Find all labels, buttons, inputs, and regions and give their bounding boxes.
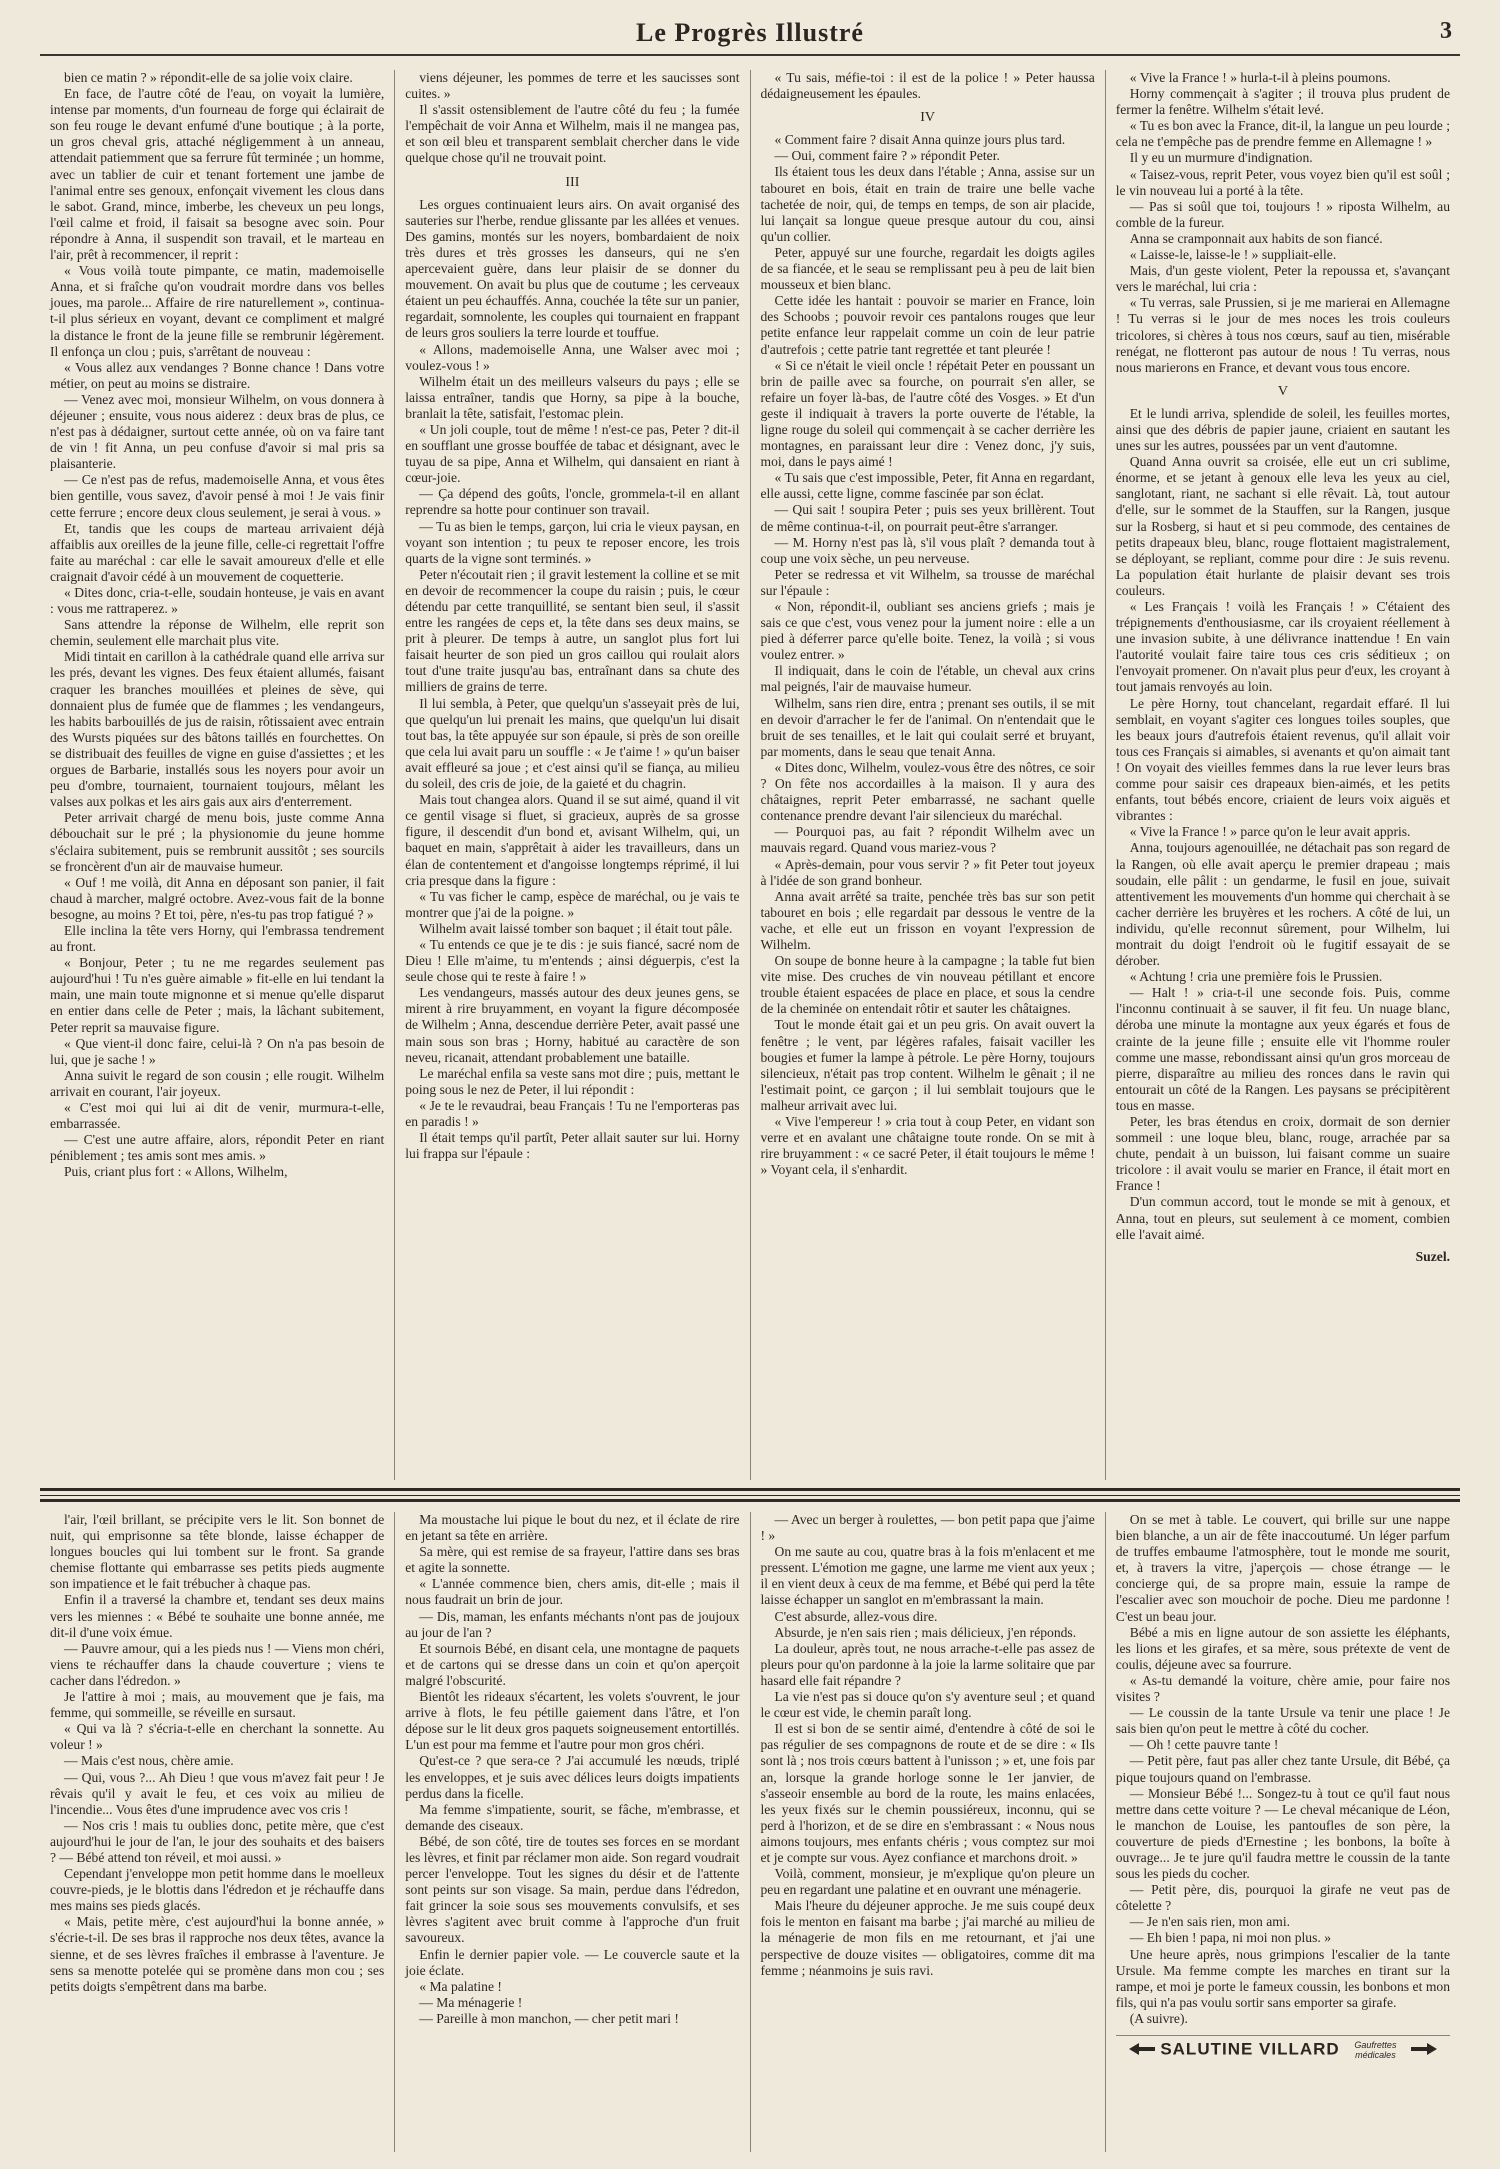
section-heading: III: [565, 174, 580, 190]
paragraph: Peter n'écoutait rien ; il gravit lestement la colline et se mit en devoir de recommencer la coupe du raisin ; puis, le cœur détendu par cette tranquillité, se sentant bien seul, il s'assit entre les rangées de ceps et, la tête dans ses deux mains, se prit à pleurer. De temps à autre, un sanglot plus fort lui faisait heurter de son pied un gros caillou qui roulait alors tout d'une traite jusqu'au bas, entraînant dans sa chute des milliers de grains de terre.: [405, 566, 740, 695]
bottom-column-4: [1105, 1512, 1460, 2152]
paragraph: Et sournois Bébé, en disant cela, une montagne de paquets et de cartons qui se dresse dans un coin et qu'on aperçoit malgré l'obscurité.: [405, 1640, 740, 1688]
paragraph: Ma femme s'impatiente, sourit, se fâche, m'embrasse, et demande des ciseaux.: [405, 1801, 740, 1833]
paragraph: Il indiquait, dans le coin de l'étable, un cheval aux crins mal peignés, l'air de mauvaise humeur.: [760, 663, 1095, 695]
paragraph: Cependant j'enveloppe mon petit homme dans le moelleux couvre-pieds, je le blottis dans l'édredon et je réchauffe dans mes mains ses pieds glacés.: [50, 1866, 385, 1914]
paragraph: « Ouf ! me voilà, dit Anna en déposant son panier, il fait chaud à marcher, malgré octobre. Avez-vous fait de la bonne besogne, au moins ? Et toi, père, n'es-tu pas trop fatigué ? »: [50, 874, 385, 922]
paragraph: Anna se cramponnait aux habits de son fiancé.: [1129, 230, 1383, 246]
paragraph: viens déjeuner, les pommes de terre et les saucisses sont cuites. »: [405, 70, 740, 102]
paragraph: « Tu verras, sale Prussien, si je me marierai en Allemagne ! Tu verras si le jour de mes noces les trois couleurs tricolores, si chères à tous nos cœurs, sauf au tien, misérable renégat, ne flotteront pas autour de nous ! Tu verras, nous nous marierons en France, et devant vous tous encore.: [1115, 295, 1450, 375]
paragraph: Midi tintait en carillon à la cathédrale quand elle arriva sur les prés, devant les vignes. Des feux étaient allumés, faisant craquer les branches mouillées et pleines de sève, qui donnaient plus de fumée que de flammes ; les vendangeurs, les habits barbouillés de jus de raisin, rôtissaient avec entrain des Wursts piquées sur des bâtons taillés en fourchettes. On se distribuait des feuilles de vigne en guise d'assiettes ; et les orgues de Barbarie, installés sous les noyers pour avoir un peu d'ombre, tournaient, tournaient toujours, mêlant les valses aux polkas et les airs gais aux airs d'enterrement.: [50, 649, 385, 810]
paragraph: « Taisez-vous, reprit Peter, vous voyez bien qu'il est soûl ; le vin nouveau lui a porté à la tête.: [1115, 166, 1450, 198]
paragraph: Il lui sembla, à Peter, que quelqu'un s'asseyait près de lui, que quelqu'un lui prenait les mains, que quelqu'un lui disait tout bas, la tête appuyée sur son épaule, si près de son oreille que cela lui avait paru un souffle : « Je t'aime ! » qu'un baiser avait effleuré sa joue ; et c'est ainsi qu'il se fiança, au milieu du soleil, des cris de joie, de la gaieté et du chagrin.: [405, 695, 740, 792]
paragraph: — Mais c'est nous, chère amie.: [64, 1753, 234, 1769]
paragraph: Peter, appuyé sur une fourche, regardait les doigts agiles de sa fiancée, et le seau se remplissant peu à peu de lait bien mousseux et bien blanc.: [760, 244, 1095, 293]
paragraph: « Vive l'empereur ! » cria tout à coup Peter, en vidant son verre et en avalant une châtaigne toute ronde. On se mit à rire bruyamment : « ce sacré Peter, il était toujours le même ! » Voyant cela, il s'enhardit.: [760, 1114, 1095, 1178]
section-heading: IV: [920, 110, 936, 126]
paragraph: Ma moustache lui pique le bout du nez, et il éclate de rire en jetant sa tête en arrière.: [405, 1512, 740, 1544]
paragraph: — Ce n'est pas de refus, mademoiselle Anna, et vous êtes bien gentille, vous savez, d'avoir pensé à moi ! Je vais finir cette ferrure ; encore deux clous seulement, je serai à vous. »: [50, 472, 385, 520]
paragraph: Peter, les bras étendus en croix, dormait de son dernier sommeil : une loque bleu, blanc, rouge, arrachée par sa chute, pendait à un buisson, lui faisant comme un suaire tricolore : il avait voulu se marier en France, il était mort en France !: [1115, 1114, 1450, 1194]
paragraph: « Les Français ! voilà les Français ! » C'étaient des trépignements d'enthousiasme, car ils croyaient réellement à une invasion subite, à une délivrance inattendue ! En vain l'autorité voulait faire taire tous ces cris séditieux ; on l'envoyait promener. On n'avait plus peur d'eux, les croyant à tout jamais renvoyés au loin.: [1115, 599, 1450, 695]
masthead: [40, 14, 1460, 56]
paragraph: Je l'attire à moi ; mais, au mouvement que je fais, ma femme, qui sommeille, se réveille en sursaut.: [50, 1689, 385, 1721]
paragraph: Les vendangeurs, massés autour des deux jeunes gens, se mirent à rire bruyamment, en voyant la figure décomposée de Wilhelm ; Anna, descendue derrière Peter, avait passé une main sous son bras ; Horny, habitué au caractère de son neveu, ricanait, attendant probablement une bataille.: [405, 985, 740, 1065]
paragraph: « Tu entends ce que je te dis : je suis fiancé, sacré nom de Dieu ! Elle m'aime, tu m'entends ; ainsi déguerpis, c'est la seule chose qui te reste à faire ! »: [405, 936, 740, 985]
arrow-right-icon: [1411, 2042, 1437, 2058]
paragraph: « Qui va là ? s'écria-t-elle en cherchant la sonnette. Au voleur ! »: [50, 1721, 385, 1753]
paragraph: (A suivre).: [1129, 2010, 1188, 2026]
paragraph: Tout le monde était gai et un peu gris. On avait ouvert la fenêtre ; le vent, par légères rafales, faisait vaciller les bougies et fumer la lampe à pétrole. Le père Horny, toujours silencieux, n'était pas trop content. Wilhelm le gênait ; il ne l'estimait point, ce garçon ; il lui semblait toujours que le malheur arrivait avec lui.: [760, 1017, 1095, 1113]
paragraph: La vie n'est pas si douce qu'on s'y aventure seul ; et quand le cœur est vide, le chemin paraît long.: [760, 1689, 1095, 1721]
paragraph: Quand Anna ouvrit sa croisée, elle eut un cri sublime, énorme, et se jetant à genoux elle leva les yeux au ciel, sanglotant, riant, ne sachant si elle rêvait. Là, tout autour d'elle, sur le sommet de la Stauffen, sur la Rangen, jusque sur la Rosberg, si haut et si peu commode, des centaines de petits drapeaux bleu, blanc, rouge flottaient magistralement, se déployant, se repliant, comme pour dire : Je suis revenu. La population était hurlante de plaisir devant ses trois couleurs.: [1115, 454, 1450, 598]
paragraph: La douleur, après tout, ne nous arrache-t-elle pas assez de pleurs pour qu'on pardonne à la joie la larme solitaire que par hasard elle fait répandre ?: [760, 1640, 1095, 1688]
paragraph: Bébé a mis en ligne autour de son assiette les éléphants, les lions et les girafes, et sa mère, sous prétexte de vent de coulis, déjeune avec sa fourrure.: [1115, 1624, 1450, 1672]
paragraph: — Petit père, dis, pourquoi la girafe ne veut pas de côtelette ?: [1115, 1882, 1450, 1914]
paragraph: « Mais, petite mère, c'est aujourd'hui la bonne année, » s'écrie-t-il. De ses bras il rapproche nos deux têtes, avance la sienne, et de ses lèvres fraîches il embrasse à l'aventure. Je sens sa menotte potelée qui se promène dans mon cou ; ses petits doigts s'empêtrent dans ma barbe.: [50, 1914, 385, 1994]
paragraph: Mais tout changea alors. Quand il se sut aimé, quand il vit ce gentil visage si fluet, si gracieux, auprès de sa grosse figure, il descendit d'un bond et, avisant Wilhelm, qui, un baquet en main, s'apprêtait à aider les travailleurs, dans un élan de contentement et d'angoisse longtemps réprimé, il lui cria presque dans la figure :: [405, 792, 740, 888]
paragraph: — Dis, maman, les enfants méchants n'ont pas de joujoux au jour de l'an ?: [405, 1608, 740, 1640]
paragraph: — Ça dépend des goûts, l'oncle, grommela-t-il en allant reprendre sa hotte pour continuer son travail.: [405, 486, 740, 518]
paragraph: Wilhelm était un des meilleurs valseurs du pays ; elle se laissa entraîner, tandis que Horny, sa pipe à la bouche, branlait la tête, satisfait, l'estomac plein.: [405, 373, 740, 421]
paragraph: — Halt ! » cria-t-il une seconde fois. Puis, comme l'inconnu continuait à se sauver, il fit feu. Un nuage blanc, déroba une minute la montagne aux yeux égarés et fous de crainte de la jeune fille ; ensuite elle vit l'homme rouler comme une masse, rebondissant ainsi qu'un gros morceau de pierre, disparaître au milieu des ronces dans le ravin qui entourait un côté de la Rangen. Les paysans se précipitèrent tous en masse.: [1115, 985, 1450, 1113]
paragraph: Horny commençait à s'agiter ; il trouva plus prudent de fermer la fenêtre. Wilhelm s'était levé.: [1115, 86, 1450, 118]
paragraph: En face, de l'autre côté de l'eau, on voyait la lumière, intense par moments, d'un fourneau de forge qui éclairait de son feu rouge le devant enfumé d'une boutique ; à la porte, un gros cheval gris, attaché négligemment à un anneau, attendait patiemment que sa ferrure fût terminée ; un homme, avec un tablier de cuir et tenant fortement une jambe de l'animal entre ses genoux, enfonçait vivement les clous dans le sabot. Grand, mince, imberbe, les cheveux un peu longs, l'œil calme et froid, il faisait sa besogne avec soin. Pour répondre à Anna, il suspendit son travail, et le marteau en l'air, prêt à recommencer, il reprit :: [50, 86, 385, 263]
paragraph: Anna suivit le regard de son cousin ; elle rougit. Wilhelm arrivait en courant, l'air joyeux.: [50, 1067, 385, 1099]
paragraph: Peter arrivait chargé de menu bois, juste comme Anna débouchait sur le pré ; la physionomie du jeune homme s'éclaira subitement, puis se rembrunit aussitôt ; ses sourcils se froncèrent d'un air de mauvaise humeur.: [50, 810, 385, 874]
paragraph: « Ma palatine !: [419, 1978, 502, 1994]
paragraph: Et, tandis que les coups de marteau arrivaient déjà affaiblis aux oreilles de la jeune fille, celle-ci regrettait l'offre faite au maréchal : car elle le savait amoureux d'elle et elle craignait d'avoir cédé à un mouvement de coquetterie.: [50, 520, 385, 584]
paragraph: — Qui, vous ?... Ah Dieu ! que vous m'avez fait peur ! Je rêvais qu'il y avait le feu, et ces voix au milieu de l'incendie... Vous êtes d'une imprudence avec vos cris !: [50, 1769, 385, 1817]
paragraph: Enfin il a traversé la chambre et, tendant ses deux mains vers les miennes : « Bébé te souhaite une bonne année, me dit-il d'une voix émue.: [50, 1592, 385, 1640]
paragraph: « Dites donc, Wilhelm, voulez-vous être des nôtres, ce soir ? On fête nos accordailles à la maison. Il y aura des châtaignes, reprit Peter embarrassé, ne sachant quelle contenance prendre devant l'air silencieux du maréchal.: [760, 759, 1095, 824]
paragraph: — Eh bien ! papa, ni moi non plus. »: [1129, 1930, 1331, 1946]
paragraph: « Que vient-il donc faire, celui-là ? On n'a pas besoin de lui, que je sache ! »: [50, 1035, 385, 1067]
paragraph: « Non, répondit-il, oubliant ses anciens griefs ; mais je sais ce que c'est, vous venez pour la jument noire : elle a un pied à déferrer parce qu'elle boite. Tenez, la voilà ; si vous voulez entrer. »: [760, 599, 1095, 663]
paragraph: Anna avait arrêté sa traite, penchée très bas sur son petit tabouret en bois ; elle regardait par dessous le ventre de la vache, et elle eut un frisson en voyant l'expression de Wilhelm.: [760, 888, 1095, 952]
paragraph: Ils étaient tous les deux dans l'étable ; Anna, assise sur un tabouret en bois, était en train de traire une belle vache tachetée de noir, qui, de temps en temps, de son air placide, lui lançait sa longue queue presque autour du cou, ainsi qu'un collier.: [760, 164, 1095, 244]
paragraph: — Venez avec moi, monsieur Wilhelm, on vous donnera à déjeuner ; ensuite, vous nous aiderez : deux bras de plus, ce n'est pas à dédaigner, surtout cette année, où on va faire tant de vin ! fit Anna, un peu confuse d'avoir si mal pris sa plaisanterie.: [50, 391, 385, 472]
paragraph: « Si ce n'était le vieil oncle ! répétait Peter en poussant un brin de paille avec sa fourche, on pourrait s'en aller, se refaire un foyer là-bas, de l'autre côté des Vosges. » Et d'un geste il indiquait à travers la porte ouverte de l'étable, la ligne rouge du soleil qui commençait à se cacher derrière les montagnes, en paraissant leur dire : Venez donc, j'y suis, moi, dans le pays aimé !: [760, 357, 1095, 470]
newspaper-title: Le Progrès Illustré: [636, 18, 864, 47]
paragraph: — Oh ! cette pauvre tante !: [1129, 1737, 1279, 1753]
section-heading: V: [1277, 383, 1288, 399]
paragraph: — Oui, comment faire ? » répondit Peter.: [774, 148, 1000, 164]
paragraph: — C'est une autre affaire, alors, répondit Peter en riant péniblement ; tes amis sont mes amis. »: [50, 1132, 385, 1164]
paragraph: Il y eu un murmure d'indignation.: [1129, 150, 1313, 166]
paragraph: Enfin le dernier papier vole. — Le couvercle saute et la joie éclate.: [405, 1946, 740, 1978]
paragraph: « Tu sais que c'est impossible, Peter, fit Anna en regardant, elle aussi, cette ligne, comme fascinée par son éclat.: [760, 470, 1095, 502]
paragraph: On soupe de bonne heure à la campagne ; la table fut bien vite mise. Des cruches de vin nouveau pétillant et encore trouble étaient espacées de place en place, et sous la cendre de la cheminée on entendait rôtir et sauter les châtaignes.: [760, 953, 1095, 1017]
paragraph: Sa mère, qui est remise de sa frayeur, l'attire dans ses bras et agite la sonnette.: [405, 1544, 740, 1576]
paragraph: — Ma ménagerie !: [419, 1994, 523, 2010]
paragraph: — Monsieur Bébé !... Songez-tu à tout ce qu'il faut nous mettre dans cette voiture ? — Le cheval mécanique de Léon, le manchon de Louise, les pantoufles de son père, la couverture de pieds d'Ernestine ; les bonbons, la boîte à ouvrage... Je te jure qu'il faudra mettre le coussin de la tante sous les pieds du cocher.: [1115, 1785, 1450, 1882]
paragraph: Il est si bon de se sentir aimé, d'entendre à côté de soi le pas régulier de ses compagnons de route et de se dire : « Ils sont là ; nos trois cœurs battent à l'unisson ; » et, une fois par an, lorsque la grande horloge sonne le 1er janvier, de s'asseoir ensemble au bord de la route, les mains enlacées, les yeux fixés sur le chemin poussiéreux, inconnu, qui se perd à l'horizon, et de se dire en s'embrassant : « Nous nous aimons toujours, mes enfants chéris ; vous comptez sur moi et je compte sur vous. Ayez confiance et marchons droit. »: [760, 1721, 1095, 1865]
paragraph: « Vous voilà toute pimpante, ce matin, mademoiselle Anna, et si fraîche qu'on voudrait mordre dans vos belles joues, ma parole... Affaire de rire naturellement », continua-t-il plus sérieux en voyant, devant ce compliment et malgré la distance le front de la jeune fille se rembrunir légèrement. Il enfonça un clou ; puis, s'arrêtant de nouveau :: [50, 263, 385, 359]
paragraph: « Laisse-le, laisse-le ! » suppliait-elle.: [1129, 247, 1337, 263]
paragraph: Il s'assit ostensiblement de l'autre côté du feu ; la fumée l'empêchait de voir Anna et Wilhelm, mais il ne mangea pas, et son œil bleu et transparent semblait chercher dans le vide quelque chose qu'il ne trouvait point.: [405, 102, 740, 166]
paragraph: « L'année commence bien, chers amis, dit-elle ; mais il nous faudrait un brin de jour.: [405, 1576, 740, 1608]
paragraph: — Pauvre amour, qui a les pieds nus ! — Viens mon chéri, viens te réchauffer dans la chaude couverture ; viens te cacher dans l'édredon. »: [50, 1640, 385, 1688]
paragraph: On se met à table. Le couvert, qui brille sur une nappe bien blanche, a un air de fête inaccoutumé. Un léger parfum de truffes embaume l'atmosphère, tout le monde me sourit, et, à travers la vitre, j'aperçois — chose étrange — le concierge qui, de sa propre main, essuie la rampe de l'escalier avec son mouchoir de poche. Dieu me pardonne ! C'est un beau jour.: [1115, 1512, 1450, 1624]
paragraph: « As-tu demandé la voiture, chère amie, pour faire nos visites ?: [1115, 1672, 1450, 1705]
paragraph: — Le coussin de la tante Ursule va tenir une place ! Je sais bien qu'on peut le mettre à côté du cocher.: [1115, 1705, 1450, 1737]
paragraph: « Allons, mademoiselle Anna, une Walser avec moi ; voulez-vous ! »: [405, 341, 740, 373]
section-separator: [40, 1486, 1460, 1504]
paragraph: — Avec un berger à roulettes, — bon petit papa que j'aime ! »: [760, 1512, 1095, 1544]
paragraph: « Vive la France ! » hurla-t-il à pleins poumons.: [1129, 70, 1391, 85]
paragraph: « Achtung ! cria une première fois le Prussien.: [1129, 969, 1383, 985]
paragraph: Peter se redressa et vit Wilhelm, sa trousse de maréchal sur l'épaule :: [760, 566, 1095, 598]
paragraph: — Je n'en sais rien, mon ami.: [1129, 1914, 1291, 1930]
bottom-column-2: [394, 1512, 749, 2152]
paragraph: « Dites donc, cria-t-elle, soudain honteuse, je vais en avant : vous me rattraperez. »: [50, 585, 385, 617]
ad-name: SALUTINE VILLARD: [1160, 2039, 1340, 2059]
top-column-1: [40, 70, 394, 1480]
paragraph: « Tu vas ficher le camp, espèce de maréchal, ou je vais te montrer que j'ai de la poigne. »: [405, 888, 740, 920]
paragraph: Mais l'heure du déjeuner approche. Je me suis coupé deux fois le menton en faisant ma barbe ; j'ai marché au milieu de la ménagerie de mon fils en me retournant, et j'ai une perspective de douze visites — obligatoires, comme dit ma femme ; néanmoins je suis ravi.: [760, 1898, 1095, 1978]
top-column-4: [1105, 70, 1460, 1480]
paragraph: — Qui sait ! soupira Peter ; puis ses yeux brillèrent. Tout de même continua-t-il, on pourrait peut-être s'arranger.: [760, 502, 1095, 534]
paragraph: On me saute au cou, quatre bras à la fois m'enlacent et me pressent. L'émotion me gagne, une larme me vient aux yeux ; il en vient deux à ceux de ma femme, et Bébé qui perd la tête laisse échapper un sanglot en m'embrassant la main.: [760, 1544, 1095, 1608]
paragraph: « Bonjour, Peter ; tu ne me regardes seulement pas aujourd'hui ! Tu n'es guère aimable » fit-elle en lui tendant la main, une main toute mignonne et si menue qu'elle disparut en entier dans celle de Peter ; mais, la lâchant subitement, Peter reprit sa mauvaise figure.: [50, 955, 385, 1035]
paragraph: Le maréchal enfila sa veste sans mot dire ; puis, mettant le poing sous le nez de Peter, il lui répondit :: [405, 1065, 740, 1097]
paragraph: « Comment faire ? disait Anna quinze jours plus tard.: [774, 132, 1066, 148]
paragraph: — Tu as bien le temps, garçon, lui cria le vieux paysan, en voyant son intention ; tu peux te reposer encore, les trois quarts de la vigne sont terminés. »: [405, 518, 740, 566]
page-number: 3: [1440, 18, 1452, 44]
paragraph: D'un commun accord, tout le monde se mit à genoux, et Anna, tout en pleurs, sut seulement à ce moment, combien elle l'avait aimé.: [1115, 1194, 1450, 1242]
paragraph: Elle inclina la tête vers Horny, qui l'embrassa tendrement au front.: [50, 922, 385, 955]
paragraph: Qu'est-ce ? que sera-ce ? J'ai accumulé les nœuds, triplé les enveloppes, et je suis avec délices leurs doigts impatients perdus dans la ficelle.: [405, 1753, 740, 1801]
paragraph: « Après-demain, pour vous servir ? » fit Peter tout joyeux à l'idée de son grand bonheur.: [760, 856, 1095, 888]
paragraph: Anna, toujours agenouillée, ne détachait pas son regard de la Rangen, où elle avait aperçu le premier drapeau ; mais soudain, elle pâlit : un gendarme, le fusil en joue, suivait attentivement les mouvements d'un homme qui cherchait à se cacher derrière les bruyères et les rochers. A côté de lui, un individu, qu'elle reconnut sûrement, pour Wilhelm, lui montrait du doigt l'endroit où le fugitif essayait de se dérober.: [1115, 840, 1450, 969]
bottom-article: [40, 1512, 1460, 2152]
paragraph: Il était temps qu'il partît, Peter allait sauter sur lui. Horny lui frappa sur l'épaule :: [405, 1130, 740, 1162]
paragraph: — Pareille à mon manchon, — cher petit mari !: [419, 2010, 679, 2026]
paragraph: Wilhelm avait laissé tomber son baquet ; il était tout pâle.: [419, 920, 733, 936]
paragraph: Puis, criant plus fort : « Allons, Wilhelm,: [64, 1164, 288, 1180]
ad-tagline: Gaufrettes médicales: [1354, 2040, 1397, 2060]
paragraph: « Vous allez aux vendanges ? Bonne chance ! Dans votre métier, on peut au moins se distraire.: [50, 359, 385, 391]
paragraph: C'est absurde, allez-vous dire.: [774, 1608, 938, 1624]
paragraph: Le père Horny, tout chancelant, regardait effaré. Il lui semblait, en voyant s'agiter ces longues toiles souples, que les beaux jours d'autrefois étaient revenus, qu'il allait voir tous ces Français si aimables, si avenants et qu'on aimait tant ! On voyait des vieilles femmes dans la rue lever leurs bras comme pour saisir ces drapeaux bien-aimés, et les petits enfants, tout bébés encore, criaient de leurs voix aiguës et vibrantes :: [1115, 695, 1450, 824]
bottom-column-1: [40, 1512, 394, 2152]
paragraph: — Pas si soûl que toi, toujours ! » riposta Wilhelm, au comble de la fureur.: [1115, 198, 1450, 230]
advertisement: [1116, 2035, 1450, 2060]
top-column-2: [394, 70, 749, 1480]
paragraph: Sans attendre la réponse de Wilhelm, elle reprit son chemin, seulement elle marchait plus vite.: [50, 617, 385, 649]
paragraph: Wilhelm, sans rien dire, entra ; prenant ses outils, il se mit en devoir d'arracher le fer de l'animal. On n'entendait que le bruit de ses tenailles, et le lait qui coulait serré et bruyant, par moments, dans le seau que tenait Anna.: [760, 695, 1095, 759]
top-article: [40, 70, 1460, 1480]
author-signature: Suzel.: [1415, 1248, 1450, 1264]
paragraph: — Nos cris ! mais tu oublies donc, petite mère, que c'est aujourd'hui le jour de l'an, le jour des souhaits et des baisers ? — Bébé attend ton réveil, et moi aussi. »: [50, 1817, 385, 1865]
paragraph: Cette idée les hantait : pouvoir se marier en France, loin des Schoobs ; pouvoir revoir ces pantalons rouges que leur petite enfance leur rappelait comme un coin de leur patrie d'autrefois ; cette patrie tant regrettée et tant pleurée !: [760, 293, 1095, 357]
bottom-column-3: [750, 1512, 1105, 2152]
arrow-left-icon: [1129, 2042, 1155, 2058]
paragraph: Mais, d'un geste violent, Peter la repoussa et, s'avançant vers le maréchal, lui cria :: [1115, 263, 1450, 295]
paragraph: « Un joli couple, tout de même ! n'est-ce pas, Peter ? dit-il en soufflant une grosse bouffée de tabac et désignant, avec le tuyau de sa pipe, Anna et Wilhelm, qui dansaient en riant à cœur-joie.: [405, 421, 740, 486]
paragraph: — Petit père, faut pas aller chez tante Ursule, dit Bébé, ça pique toujours quand on l'embrasse.: [1115, 1753, 1450, 1785]
paragraph: « Tu es bon avec la France, dit-il, la langue un peu lourde ; cela ne t'empêche pas de prendre femme en Allemagne ! »: [1115, 118, 1450, 150]
paragraph: Et le lundi arriva, splendide de soleil, les feuilles mortes, ainsi que des débris de papier jaune, criaient en sautant les unes sur les autres, poussées par un vent d'automne.: [1115, 405, 1450, 454]
paragraph: « Je te le revaudrai, beau Français ! Tu ne l'emporteras pas en paradis ! »: [405, 1097, 740, 1129]
paragraph: l'air, l'œil brillant, se précipite vers le lit. Son bonnet de nuit, qui emprisonne sa tête blonde, laisse échapper de longues boucles qui lui tombent sur le front. Sa grande chemise flottante qui embarrasse ses petits pieds augmente son impatience et le fait trébucher à chaque pas.: [50, 1512, 385, 1592]
paragraph: — Pourquoi pas, au fait ? répondit Wilhelm avec un mauvais regard. Quand vous mariez-vous ?: [760, 824, 1095, 856]
paragraph: Voilà, comment, monsieur, je m'explique qu'on pleure un peu en regardant une palatine et en ouvrant une ménagerie.: [760, 1866, 1095, 1898]
paragraph: bien ce matin ? » répondit-elle de sa jolie voix claire.: [64, 70, 353, 85]
paragraph: « C'est moi qui lui ai dit de venir, murmura-t-elle, embarrassée.: [50, 1100, 385, 1132]
paragraph: Bientôt les rideaux s'écartent, les volets s'ouvrent, le jour arrive à flots, le feu pétille gaiement dans l'âtre, et l'on dépose sur le lit deux gros paquets soigneusement entortillés. L'un est pour ma femme et l'autre pour mon gros chéri.: [405, 1689, 740, 1753]
paragraph: Absurde, je n'en sais rien ; mais délicieux, j'en réponds.: [774, 1624, 1077, 1640]
paragraph: Une heure après, nous grimpions l'escalier de la tante Ursule. Ma femme compte les marches en tirant sur la rampe, et moi je porte le fameux coussin, les bonbons et mon fils, qui n'a pas voulu sortir sans emporter sa girafe.: [1115, 1946, 1450, 2010]
paragraph: — M. Horny n'est pas là, s'il vous plaît ? demanda tout à coup une voix sèche, un peu nerveuse.: [760, 534, 1095, 566]
paragraph: Les orgues continuaient leurs airs. On avait organisé des sauteries sur l'herbe, rendue glissante par les allées et venues. Des gamins, montés sur les noyers, bombardaient de noix très dures et très grosses les danseurs, qui ne s'en apercevaient guère, dans leur plaisir de se donner du mouvement. On avait bu plus que de coutume ; les cerveaux étaient un peu échauffés. Anna, couchée la tête sur un panier, regardait, somnolente, les couples qui tournaient en frappant de leurs gros souliers la terre lourde et touffue.: [405, 196, 740, 341]
paragraph: Bébé, de son côté, tire de toutes ses forces en se mordant les lèvres, et finit par réclamer mon aide. Son regard voudrait percer l'enveloppe. Tout les signes du désir et de l'attente sont peints sur son visage. Sa main, perdue dans l'édredon, fait grincer la soie sous ses mouvements convulsifs, et ses lèvres s'agitent avec bruit comme à l'approche d'un fruit savoureux.: [405, 1833, 740, 1946]
paragraph: « Tu sais, méfie-toi : il est de la police ! » Peter haussa dédaigneusement les épaules.: [760, 70, 1095, 102]
paragraph: « Vive la France ! » parce qu'on le leur avait appris.: [1129, 824, 1411, 840]
top-column-3: [750, 70, 1105, 1480]
